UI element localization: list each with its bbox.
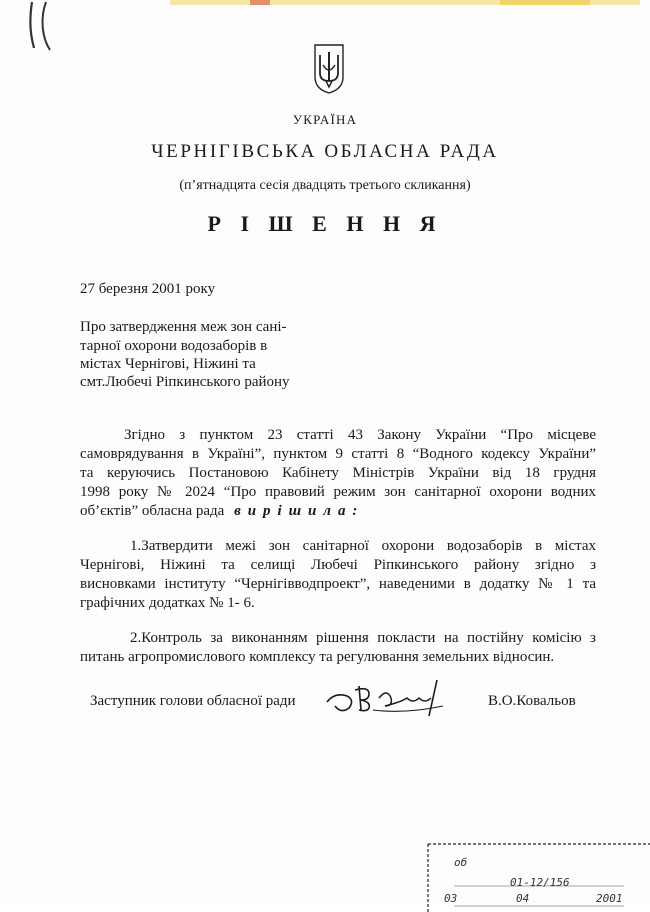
subject-line: містах Чернігові, Ніжині та [80,356,256,372]
signatory-position: Заступник голови обласної ради [90,693,296,709]
preamble-line: та керуючись Постановою Кабінету Міністрів України від 18 грудня [80,465,596,481]
scan-edge-tint-gold [500,0,590,5]
item-1-line: висновками інституту “Чернігівводпроект”, наведеними в додатку № 1 та [80,576,596,592]
subject-line: Про затвердження меж зон сані- [80,319,287,335]
stamp-label: об [454,856,468,869]
preamble-line: самоврядування в Україні”, пунктом 9 статті 8 “Водного кодексу України” [80,446,596,462]
item-2-line: 2.Контроль за виконанням рішення покласти на постійну комісію з [130,630,596,646]
item-1-line: Чернігові, Ніжині та селищі Любечі Ріпкинського району згідно з [80,557,596,573]
council-name: ЧЕРНІГІВСЬКА ОБЛАСНА РАДА [151,141,499,162]
registration-stamp [424,842,650,912]
stamp-reg-number: 01-12/156 [510,876,570,889]
stamp-month: 04 [516,892,530,905]
handwritten-corner-mark [26,0,66,60]
decision-date: 27 березня 2001 року [80,281,216,297]
scan-edge-tint-red [250,0,270,5]
preamble-last-text: об’єктів” обласна рада [80,503,225,519]
item-2-last-line: питань агропромислового комплексу та регулювання земельних відносин. [80,649,555,665]
handwritten-signature [325,676,455,722]
subject-line: тарної охорони водозаборів в [80,338,268,354]
stamp-day: 03 [444,892,458,905]
item-1-line: 1.Затвердити межі зон санітарної охорони водозаборів в містах [130,538,596,554]
preamble-line: 1998 року № 2024 “Про правовий режим зон санітарної охорони водних [80,484,596,500]
preamble-line: Згідно з пунктом 23 статті 43 Закону України “Про місцеве [124,427,596,443]
signatory-name: В.О.Ковальов [488,693,576,709]
preamble-last-line [80,501,596,521]
country-name: УКРАЇНА [292,112,358,127]
item-1-last-line: графічних додатках № 1- 6. [80,595,255,611]
session-line: (п’ятнадцята сесія двадцять третього скликання) [179,178,471,193]
document-type-title: Р І Ш Е Н Н Я [207,211,443,236]
resolve-word: в и р і ш и л а : [234,503,360,519]
trident-emblem-icon [309,43,349,95]
stamp-year: 2001 [596,892,623,905]
subject-line: смт.Любечі Ріпкинського району [80,374,290,390]
